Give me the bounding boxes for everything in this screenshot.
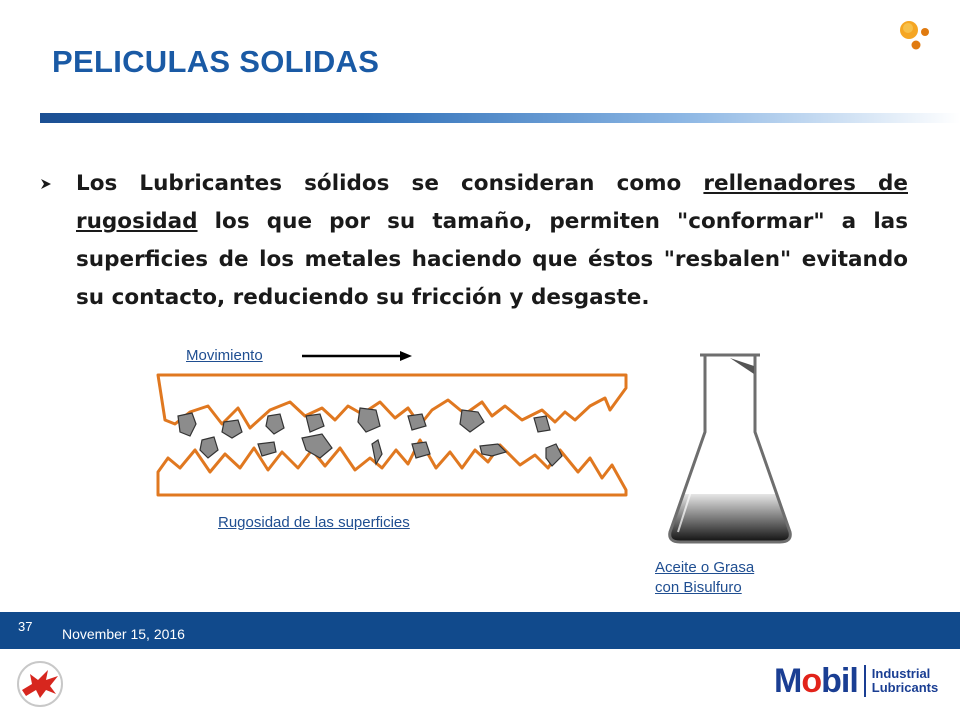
flask-icon (660, 352, 800, 548)
mobil-subtitle-line1: Industrial (871, 666, 931, 681)
particle (546, 444, 562, 466)
mobil-subtitle (872, 667, 938, 695)
particle (302, 434, 332, 458)
pegasus-logo-icon (14, 660, 66, 708)
mobil-logo (774, 663, 938, 699)
flask-label-line2: con Bisulfuro (655, 579, 742, 596)
arrow-bullet-icon (40, 178, 52, 190)
particle (460, 410, 484, 432)
particle (266, 414, 284, 434)
particle (408, 414, 426, 430)
slide-title: PELICULAS SOLIDAS (52, 44, 380, 79)
page-number: 37 (18, 619, 33, 634)
particle (306, 414, 324, 432)
upper-surface (158, 375, 626, 428)
bullet-text-part1: Los Lubricantes sólidos se consideran como (76, 171, 704, 196)
roughness-diagram (150, 340, 650, 510)
flask-label-line1: Aceite o Grasa (655, 559, 755, 576)
footer-date: November 15, 2016 (62, 626, 185, 642)
particle (258, 442, 276, 456)
bullet-text (76, 165, 908, 317)
orange-dots-logo-icon (895, 16, 935, 56)
mobil-letter-o: o (801, 662, 822, 700)
title-underline-bar (40, 113, 960, 123)
particle (222, 420, 242, 438)
particle (534, 416, 550, 432)
flask-label (655, 558, 754, 598)
bullet-text-underlined: rellenadores de rugosidad (76, 171, 908, 234)
movement-arrow-icon (302, 351, 412, 361)
mobil-letter-m: M (774, 662, 802, 700)
bullet-text-part2: los que por su tamaño, permiten "conformar" a las superficies de los metales haciendo que éstos "resbalen" evitando su contacto, reduciendo su fricción y desgaste. (76, 209, 908, 310)
mobil-letters-bil: bil (821, 662, 858, 700)
roughness-label: Rugosidad de las superficies (218, 514, 410, 531)
particle (178, 413, 196, 436)
mobil-subtitle-line2: Lubricants (871, 680, 939, 695)
mobil-wordmark (774, 663, 858, 699)
mobil-separator (864, 665, 866, 697)
movement-label: Movimiento (186, 347, 263, 364)
particle (358, 408, 380, 432)
particle (200, 437, 218, 458)
